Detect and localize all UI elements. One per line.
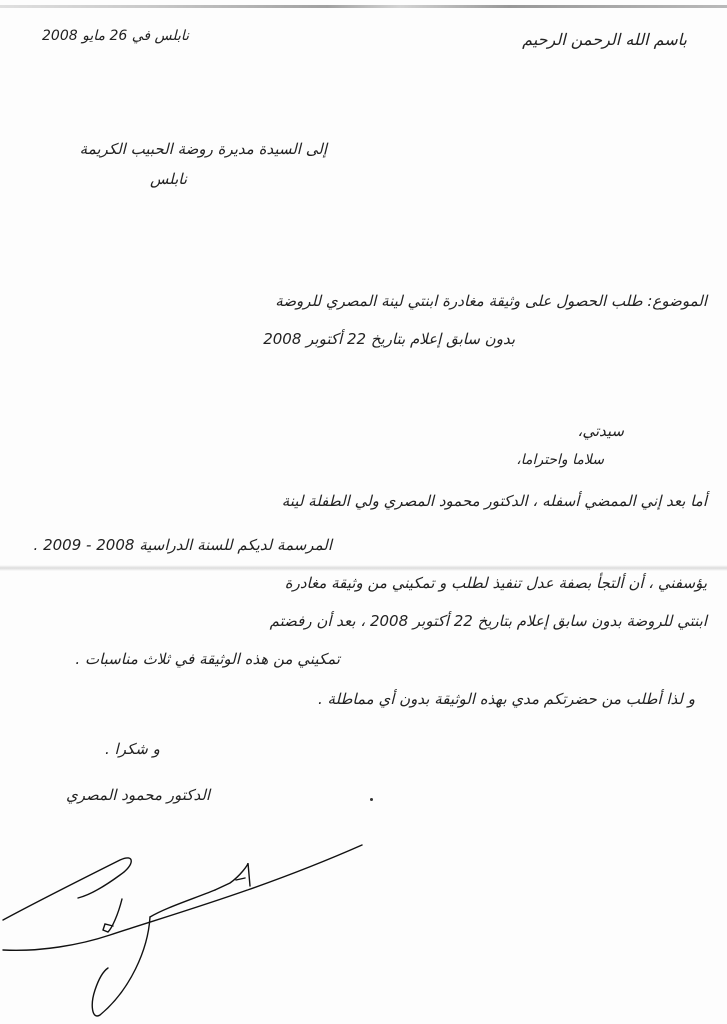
salutation: سلاما واحتراما، xyxy=(516,452,604,468)
basmala: باسم الله الرحمن الرحيم xyxy=(522,30,687,49)
subject-line-2: بدون سابق إعلام بتاريخ 22 أكتوبر 2008 xyxy=(263,330,515,348)
signatory-name: الدكتور محمود المصري xyxy=(66,786,211,804)
body-line: المرسمة لديكم للسنة الدراسية 2008 - 2009 . xyxy=(33,536,332,554)
place-date: نابلس في 26 مايو 2008 xyxy=(42,28,190,44)
closing: و شكرا . xyxy=(105,740,160,758)
ink-dot xyxy=(370,798,373,801)
addressee-line-2: نابلس xyxy=(150,170,188,188)
body-line: تمكيني من هذه الوثيقة في ثلاث مناسبات . xyxy=(75,650,340,668)
body-line: يؤسفني ، أن ألتجأ بصفة عدل تنفيذ لطلب و تمكيني من وثيقة مغادرة xyxy=(284,574,707,592)
scan-top-edge xyxy=(0,5,727,8)
paper-fold xyxy=(0,565,727,571)
addressee-line-1: إلى السيدة مديرة روضة الحبيب الكريمة xyxy=(79,140,327,158)
body-line: و لذا أطلب من حضرتكم مدي بهذه الوثيقة بدون أي مماطلة . xyxy=(317,690,695,708)
subject-line-1: الموضوع: طلب الحصول على وثيقة مغادرة ابنتي لينة المصري للروضة xyxy=(275,292,707,310)
body-line: ابنتي للروضة بدون سابق إعلام بتاريخ 22 أكتوبر 2008 ، بعد أن رفضتم xyxy=(269,612,707,630)
signature-icon xyxy=(0,820,400,1020)
greeting: سيدتي، xyxy=(577,422,624,440)
body-line: أما بعد إني الممضي أسفله ، الدكتور محمود المصري ولي الطفلة لينة xyxy=(281,492,707,510)
